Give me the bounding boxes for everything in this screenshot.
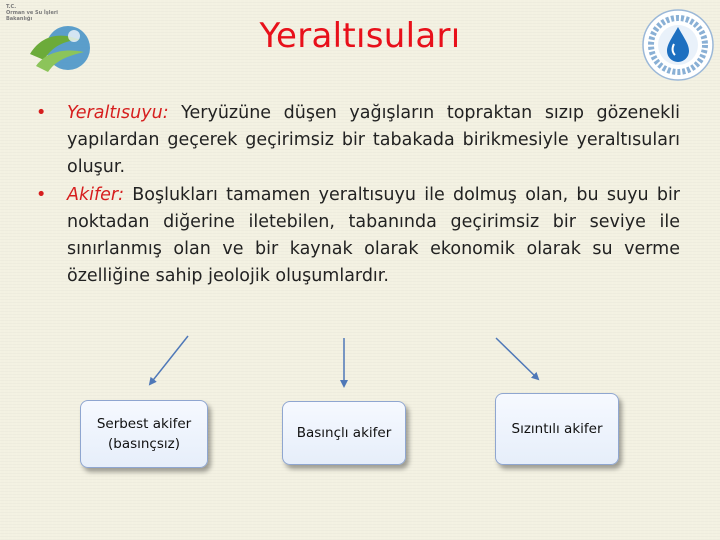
term-label: Akifer: [67,185,124,205]
aquifer-type-confined [282,401,406,465]
definition-text: Yeryüzüne düşen yağışların topraktan sızıp gözenekli yapılardan geçerek geçirimsiz bir tabakada birikmesiyle yeraltısuları oluşur. [67,103,680,177]
aquifer-type-unconfined [80,400,208,468]
aquifer-type-sublabel: (basınçsız) [107,436,180,452]
bullet-marker: • [36,185,47,205]
aquifer-type-leaky [495,393,619,465]
aquifer-type-label: Sızıntılı akifer [511,421,603,437]
aquifer-type-label: Serbest akifer [96,416,192,432]
aquifer-type-label: Basınçlı akifer [296,425,392,441]
definition-text: Boşlukları tamamen yeraltısuyu ile dolmuş olan, bu suyu bir noktadan diğerine iletebilen, tabanında geçirimsiz bir seviye ile sınırlanmış olan ve bir kaynak olarak ekonomik olarak su verme özelliğine sahip jeolojik oluşumlardır. [67,185,680,286]
term-label: Yeraltısuyu: [67,103,169,123]
ministry-logo-text: T.C. Orman ve Su İşleri Bakanlığı [6,4,59,22]
page-title: Yeraltısuları [259,16,461,56]
arrow-right [496,338,538,379]
bullet-marker: • [36,103,47,123]
arrow-left [150,336,188,384]
